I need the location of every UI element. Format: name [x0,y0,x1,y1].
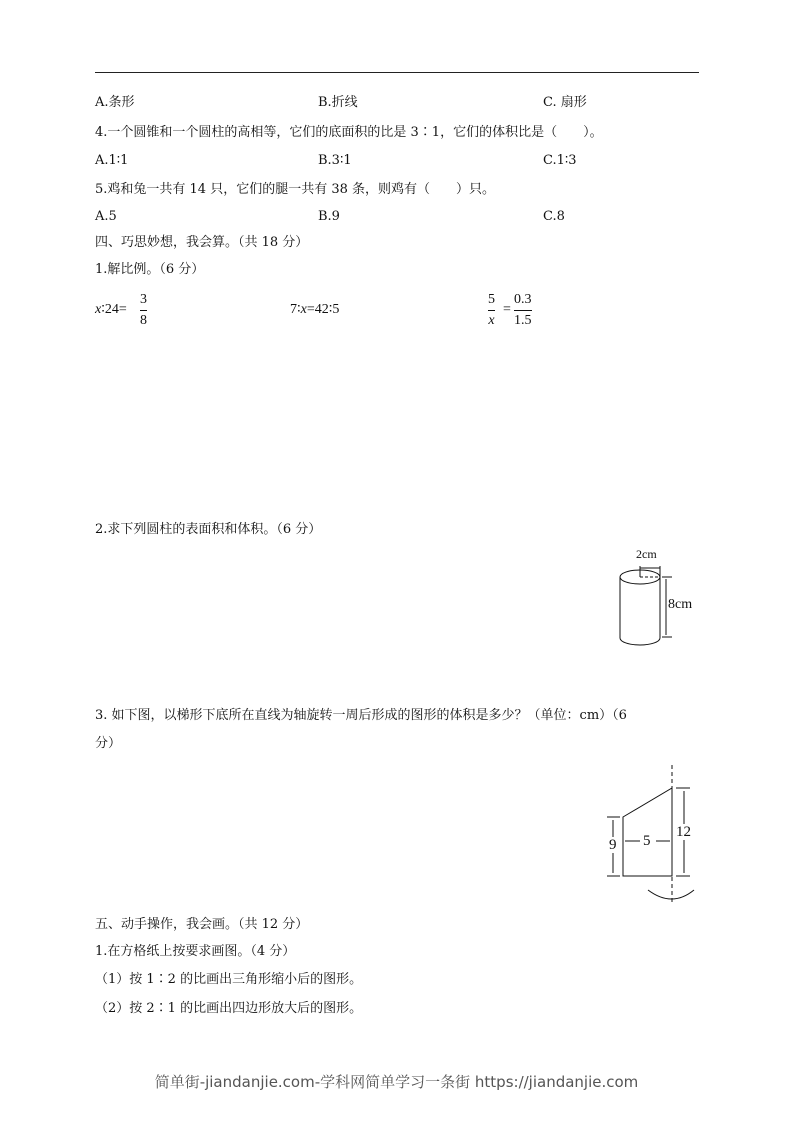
eq3-equals: = [503,302,511,317]
q4-option-c: C.1∶3 [543,153,577,168]
section4-title: 四、巧思妙想，我会算。（共 18 分） [95,235,309,250]
q3-option-a: A.条形 [95,95,135,110]
cylinder-height-label: 8cm [668,597,693,612]
eq1-den: 8 [140,313,147,328]
eq1-num: 3 [140,292,147,307]
eq1-mid: ∶24= [101,302,127,317]
q5-option-c: C.8 [543,209,565,224]
trapezoid-label-9: 9 [609,837,617,853]
q3-option-c: C. 扇形 [543,95,587,110]
q4-option-b: B.3∶1 [318,153,352,168]
p3-line2: 分） [95,736,122,751]
eq2-a: 7∶ [290,302,301,317]
eq2-var: x [300,302,307,317]
footer-watermark: 简单街-jiandanjie.com-学科网简单学习一条街 https://jiandanjie.com [154,1073,639,1091]
q5-option-a: A.5 [95,209,117,224]
section5-sub1: （1）按 1∶2 的比画出三角形缩小后的图形。 [95,972,363,987]
q4-stem: 4.一个圆锥和一个圆柱的高相等，它们的底面积的比是 3∶1，它们的体积比是（ ）。 [95,125,603,140]
section5-title: 五、动手操作，我会画。（共 12 分） [95,917,309,932]
q5-option-b: B.9 [318,209,340,224]
eq3-den2: 1.5 [514,313,532,328]
section5-p1: 1.在方格纸上按要求画图。（4 分） [95,944,296,959]
p1-title: 1.解比例。（6 分） [95,262,205,277]
cylinder-figure [620,566,672,645]
trapezoid-label-12: 12 [676,824,691,840]
trapezoid-label-5: 5 [643,833,651,849]
eq3-num1: 5 [488,292,495,307]
p3-line1: 3. 如下图，以梯形下底所在直线为轴旋转一周后形成的图形的体积是多少？（单位：cm）（6 [95,708,627,723]
p2-title: 2.求下列圆柱的表面积和体积。（6 分） [95,522,322,537]
q3-option-b: B.折线 [318,95,358,110]
eq1-var: x [95,302,102,317]
q4-option-a: A.1∶1 [95,153,129,168]
eq3-num2: 0.3 [514,292,532,307]
section5-sub2: （2）按 2∶1 的比画出四边形放大后的图形。 [95,1001,363,1016]
q5-stem: 5.鸡和兔一共有 14 只，它们的腿一共有 38 条，则鸡有（ ）只。 [95,182,496,197]
eq2-b: =42∶5 [306,302,340,317]
eq3-den1: x [488,313,495,328]
cylinder-radius-label: 2cm [636,547,657,561]
